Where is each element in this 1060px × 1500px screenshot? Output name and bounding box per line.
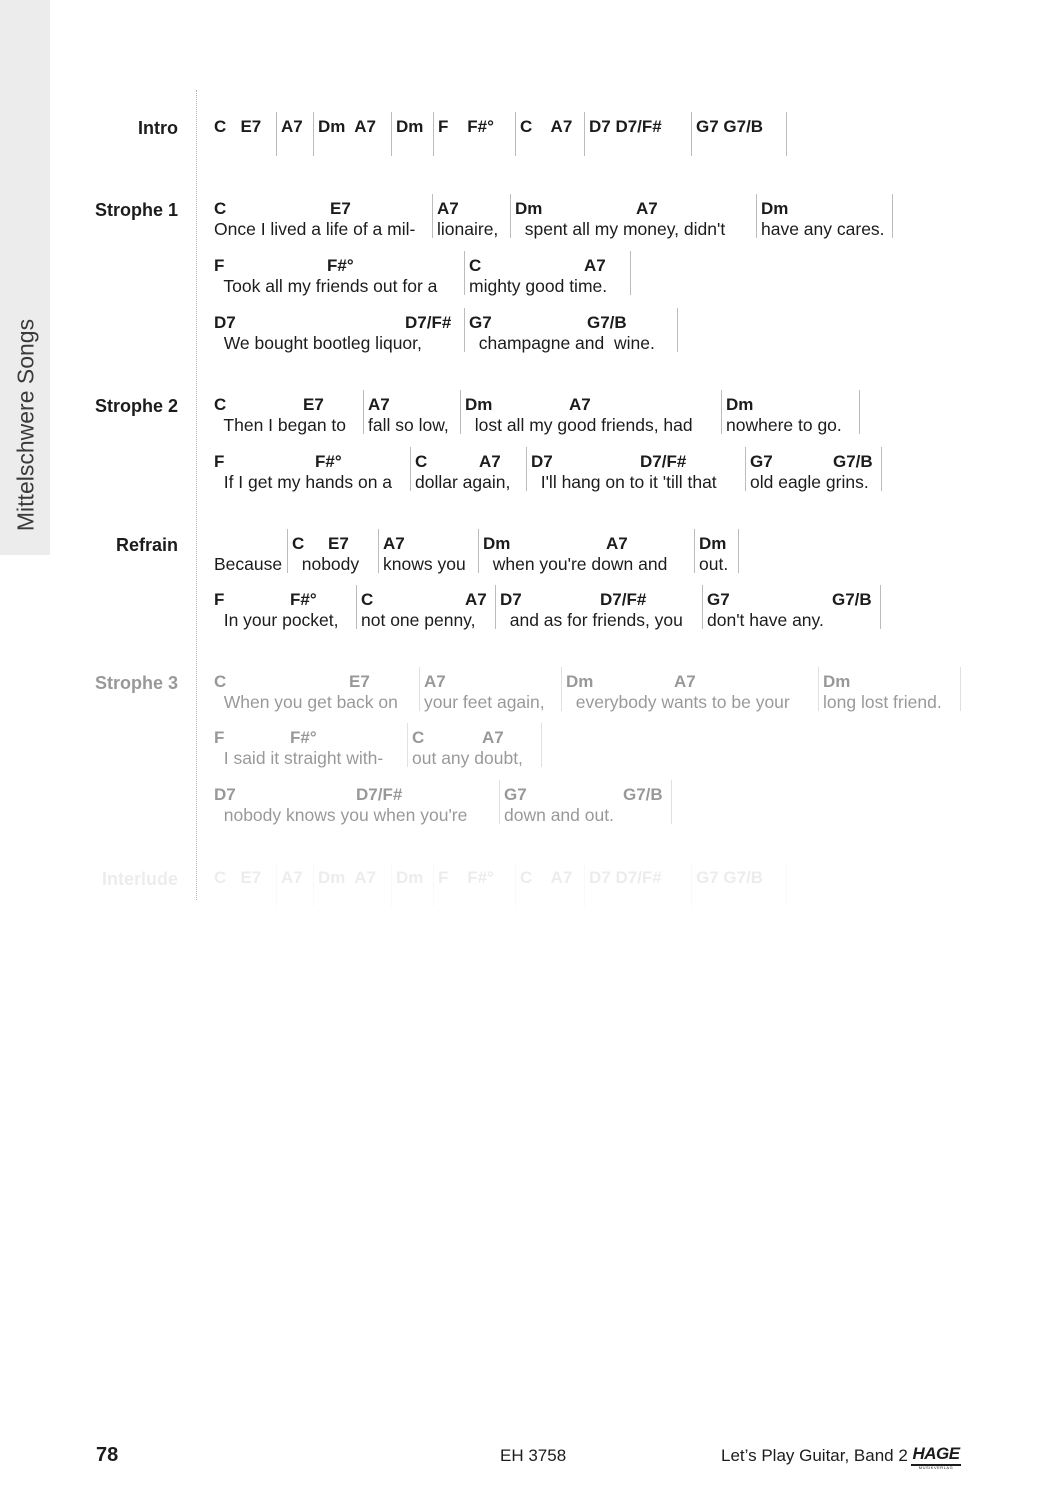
chord-label: G7 G7/B: [696, 117, 764, 136]
chord-label: C: [412, 728, 425, 747]
chord-segment: [364, 390, 461, 434]
chord-segment: [210, 308, 422, 353]
chord-label: C: [214, 395, 227, 414]
chord-label: A7: [281, 117, 303, 136]
chord-label: F: [214, 590, 225, 609]
chord-segment: [819, 667, 961, 711]
chord-label: Dm: [396, 117, 424, 136]
chord-segment: [210, 863, 277, 907]
chord-segment: [314, 112, 392, 156]
lyric-text: If I get my hands on a: [214, 472, 393, 492]
chord-segment: [401, 308, 465, 352]
lyric-text: everybody wants to be your: [566, 692, 790, 712]
chord-label: A7: [482, 728, 504, 747]
lyric-text: mighty good time.: [469, 276, 608, 296]
chord-label: A7: [465, 590, 487, 609]
lyric-text: Once I lived a life of a mil-: [214, 219, 416, 239]
chord-label: D7 D7/F#: [589, 117, 662, 136]
chord-label: C: [214, 199, 227, 218]
chord-segment: [632, 194, 757, 238]
chord-label: F: [214, 452, 225, 471]
chord-label: A7: [424, 672, 446, 691]
chord-segment: [475, 447, 527, 491]
chord-segment: [461, 585, 496, 629]
page-number: 78: [96, 1444, 119, 1466]
chord-label: Dm: [726, 395, 754, 414]
chord-segment: [692, 112, 787, 156]
chord-label: Dm: [483, 534, 511, 553]
chord-label: G7: [750, 452, 773, 471]
chord-segment: [326, 194, 433, 238]
chord-segment: [433, 194, 511, 238]
lyric-text: We bought bootleg liquor,: [214, 333, 422, 353]
lyric-text: When you get back on: [214, 692, 398, 712]
chord-segment: [210, 251, 438, 296]
chord-label: D7: [214, 313, 236, 332]
chord-segment: [583, 308, 678, 352]
lyric-text: Took all my friends out for a: [214, 276, 438, 296]
section-label: Strophe 2: [94, 396, 178, 416]
chord-segment: [314, 863, 392, 907]
chord-label: D7 D7/F#: [589, 868, 662, 887]
chord-segment: [703, 585, 827, 629]
lyric-text: out.: [699, 554, 729, 574]
chord-label: D7/F#: [405, 313, 452, 332]
section-label: Intro: [138, 118, 178, 138]
chord-segment: [323, 251, 465, 295]
lyric-text: In your pocket,: [214, 610, 339, 630]
chord-label: A7: [437, 199, 459, 218]
lyric-text: old eagle grins.: [750, 472, 869, 492]
chord-label: F: [214, 728, 225, 747]
chord-segment: [311, 447, 411, 491]
chord-label: D7: [531, 452, 553, 471]
chord-segment: [420, 667, 562, 711]
lyric-text: Then I began to: [214, 415, 347, 435]
section-divider-line: [196, 90, 197, 900]
lyric-text: spent all my money, didn't: [515, 219, 726, 239]
chord-label: C: [214, 672, 227, 691]
lyric-text: champagne and wine.: [469, 333, 655, 353]
section-label: Strophe 1: [94, 200, 178, 220]
chord-segment: [585, 112, 692, 156]
chord-label: F#°: [327, 256, 354, 275]
chord-segment: [619, 780, 672, 824]
chord-label: C: [469, 256, 482, 275]
chord-segment: [596, 585, 703, 629]
chord-segment: [299, 390, 364, 434]
chord-label: Dm: [465, 395, 493, 414]
chord-label: A7: [383, 534, 405, 553]
chord-label: G7: [504, 785, 527, 804]
chord-segment: [722, 390, 860, 434]
chord-segment: [210, 447, 393, 492]
section-label: Strophe 3: [94, 673, 178, 693]
chord-label: A7: [636, 199, 658, 218]
chord-label: Dm: [699, 534, 727, 553]
chord-label: D7: [214, 785, 236, 804]
lyric-text: knows you: [383, 554, 466, 574]
chord-label: Dm A7: [318, 868, 376, 887]
catalog-number: EH 3758: [500, 1446, 567, 1465]
chord-segment: [828, 585, 881, 629]
book-title: Let’s Play Guitar, Band 2: [721, 1446, 908, 1465]
chord-segment: [500, 780, 618, 824]
chord-label: C: [361, 590, 374, 609]
lyric-text: out any doubt,: [412, 748, 523, 768]
chord-label: C A7: [520, 868, 573, 887]
lyric-text: lost all my good friends, had: [465, 415, 693, 435]
chord-segment: [829, 447, 882, 491]
chord-segment: [210, 112, 277, 156]
lyric-text: I'll hang on to it 'till that: [531, 472, 717, 492]
chord-segment: [392, 863, 434, 907]
chord-segment: [580, 251, 631, 295]
chord-segment: [516, 112, 585, 156]
chord-label: A7: [584, 256, 606, 275]
lyric-text: don't have any.: [707, 610, 824, 630]
chord-segment: [392, 112, 434, 156]
lyric-text: down and out.: [504, 805, 614, 825]
lyric-text: your feet again,: [424, 692, 545, 712]
chord-segment: [692, 863, 787, 907]
chord-label: E7: [349, 672, 370, 691]
chord-segment: [585, 863, 692, 907]
lyric-text: have any cares.: [761, 219, 885, 239]
publisher-logo-text: HAGE: [911, 1444, 961, 1466]
lyric-text: when you're down and: [483, 554, 668, 574]
chord-label: C: [292, 534, 305, 553]
chord-label: A7: [281, 868, 303, 887]
chord-segment: [602, 529, 695, 573]
chord-segment: [379, 529, 479, 573]
chord-segment: [277, 863, 314, 907]
chord-label: E7: [330, 199, 351, 218]
chord-label: E7: [328, 534, 349, 553]
chord-label: Dm: [515, 199, 543, 218]
chord-segment: [277, 112, 314, 156]
chord-label: Dm: [823, 672, 851, 691]
chord-segment: [210, 529, 288, 573]
lyric-text: I said it straight with-: [214, 748, 384, 768]
chord-label: G7/B: [832, 590, 872, 609]
chord-label: Dm A7: [318, 117, 376, 136]
chapter-side-tab: [0, 0, 50, 555]
chord-label: C A7: [520, 117, 573, 136]
chord-segment: [695, 529, 739, 573]
chord-label: D7/F#: [356, 785, 403, 804]
chord-label: F: [214, 256, 225, 275]
chord-segment: [286, 585, 357, 629]
chord-label: A7: [479, 452, 501, 471]
chord-label: Dm: [396, 868, 424, 887]
lyric-text: dollar again,: [415, 472, 511, 492]
chord-label: G7/B: [587, 313, 627, 332]
section-label: Interlude: [101, 869, 178, 889]
chord-segment: [434, 863, 516, 907]
lyric-text: nobody knows you when you're: [214, 805, 468, 825]
chord-label: C E7: [214, 868, 262, 887]
chord-label: F F#°: [438, 868, 494, 887]
chord-label: D7: [500, 590, 522, 609]
chord-segment: [210, 585, 339, 630]
chord-segment: [565, 390, 722, 434]
chord-label: F#°: [290, 728, 317, 747]
chord-segment: [345, 667, 420, 711]
chord-label: G7 G7/B: [696, 868, 764, 887]
chord-segment: [757, 194, 893, 238]
section-label: Refrain: [115, 535, 178, 555]
chord-label: G7: [469, 313, 492, 332]
chapter-title: Mittelschwere Songs: [12, 318, 39, 532]
chord-label: F#°: [315, 452, 342, 471]
lyric-text: nobody: [292, 554, 360, 574]
chord-label: A7: [606, 534, 628, 553]
chord-label: G7: [707, 590, 730, 609]
chord-label: Dm: [566, 672, 594, 691]
publisher-logo-subtext: MUSIKVERLAG: [918, 1465, 954, 1470]
chord-label: E7: [303, 395, 324, 414]
chord-segment: [516, 863, 585, 907]
chord-label: C E7: [214, 117, 262, 136]
chord-label: D7/F#: [600, 590, 647, 609]
chord-label: C: [415, 452, 428, 471]
lyric-text: fall so low,: [368, 415, 449, 435]
chord-segment: [286, 723, 408, 767]
lyric-text: not one penny,: [361, 610, 476, 630]
chord-segment: [636, 447, 746, 491]
chord-label: F F#°: [438, 117, 494, 136]
chord-segment: [478, 723, 542, 767]
lyric-text: nowhere to go.: [726, 415, 842, 435]
chord-label: F#°: [290, 590, 317, 609]
chord-segment: [670, 667, 819, 711]
publisher-logo: [911, 1444, 961, 1470]
chord-segment: [324, 529, 379, 573]
chord-segment: [210, 723, 384, 768]
chord-label: D7/F#: [640, 452, 687, 471]
chord-segment: [434, 112, 516, 156]
chord-label: A7: [674, 672, 696, 691]
chord-label: G7/B: [833, 452, 873, 471]
chord-label: Dm: [761, 199, 789, 218]
chord-label: A7: [368, 395, 390, 414]
lyric-text: and as for friends, you: [500, 610, 683, 630]
lyric-text: lionaire,: [437, 219, 499, 239]
chord-label: G7/B: [623, 785, 663, 804]
lyric-text: long lost friend.: [823, 692, 942, 712]
chord-segment: [352, 780, 500, 824]
lyric-text: Because: [214, 554, 283, 574]
chord-label: A7: [569, 395, 591, 414]
